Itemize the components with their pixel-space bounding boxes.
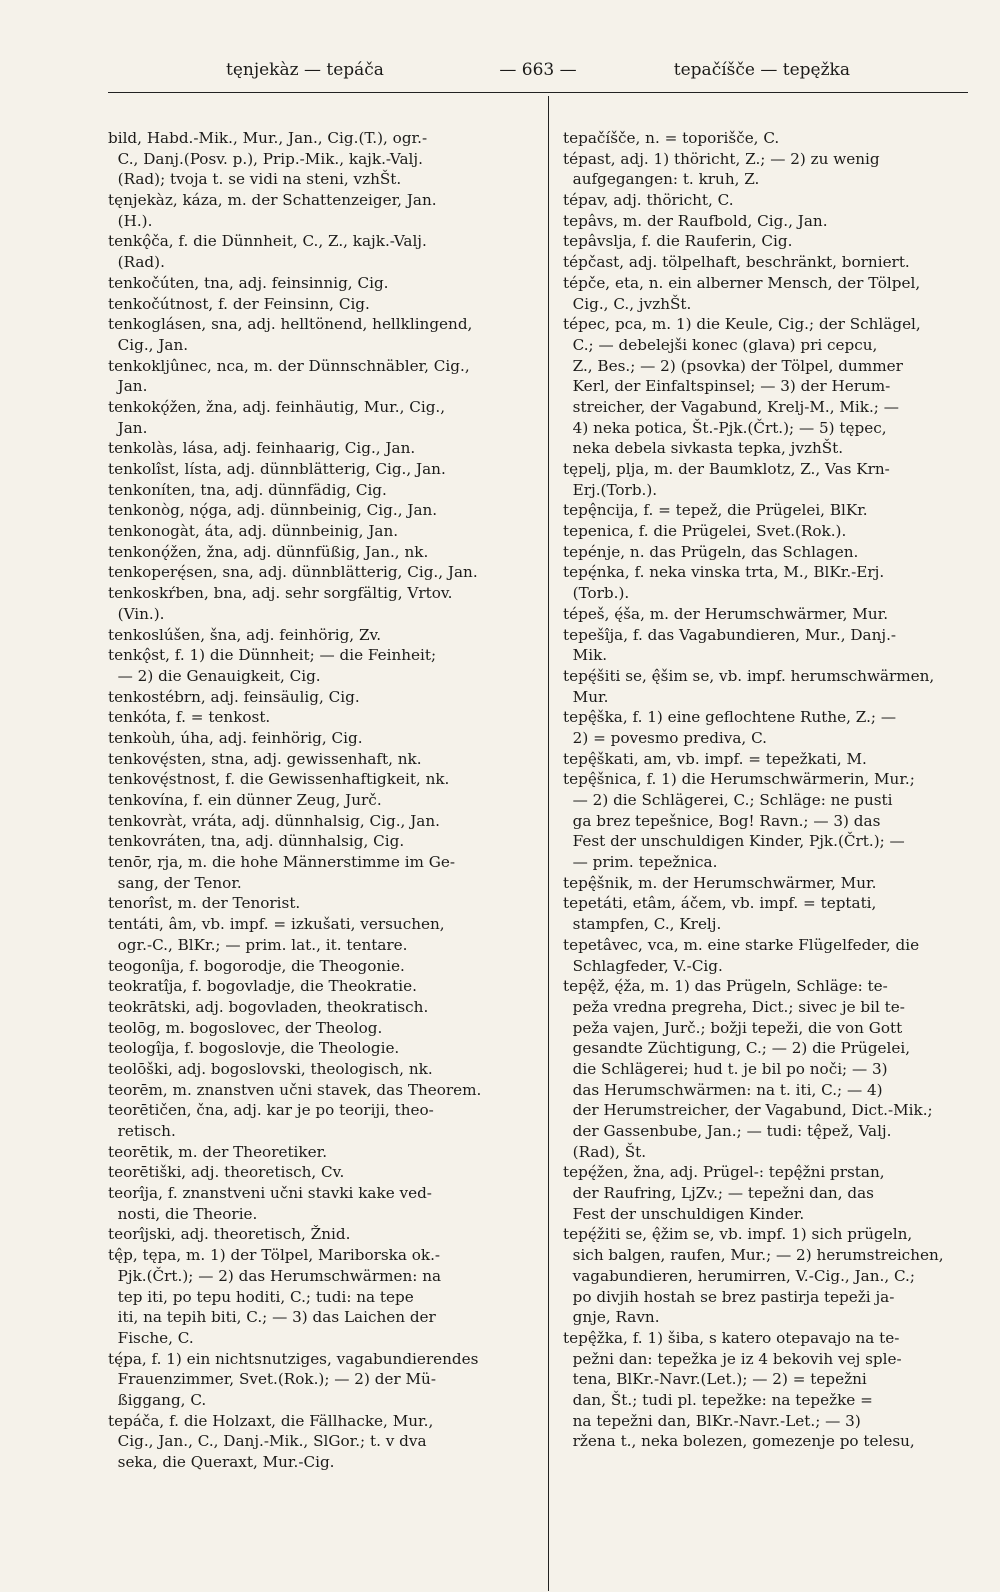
dictionary-line: (H.). — [108, 211, 153, 230]
dictionary-line: tepę̂ncija, f. = tepež, die Prügelei, BlKr. — [563, 501, 868, 520]
dictionary-line: tenkonǫ́žen, žna, adj. dünnfüßig, Jan., nk. — [108, 542, 429, 561]
dictionary-line: tenkolîst, lísta, adj. dünnblätterig, Cig., Jan. — [108, 460, 446, 478]
dictionary-line: tenkostébrn, adj. feinsäulig, Cig. — [108, 687, 360, 706]
dictionary-line: (Torb.). — [563, 584, 630, 603]
dictionary-line: teolōg, m. bogoslovec, der Theolog. — [108, 1018, 383, 1037]
dictionary-line: tenkovę́stnost, f. die Gewissenhaftigkeit, nk. — [108, 770, 450, 789]
dictionary-line: Jan. — [108, 377, 148, 396]
dictionary-line: Cig., C., jvzhŠt. — [563, 294, 692, 313]
dictionary-line: Fische, C. — [108, 1328, 194, 1347]
dictionary-line: sich balgen, raufen, Mur.; — 2) herumstreichen, — [563, 1246, 944, 1265]
dictionary-line: — 2) die Schlägerei, C.; Schläge: ne pusti — [563, 791, 893, 809]
dictionary-line: Fest der unschuldigen Kinder, Pjk.(Črt.); — — [563, 832, 905, 851]
dictionary-line: nosti, die Theorie. — [108, 1204, 258, 1223]
dictionary-line: teorētičen, čna, adj. kar je po teoriji, theo- — [108, 1101, 434, 1120]
dictionary-line: tenkonòg, nǫ́ga, adj. dünnbeinig, Cig., Jan. — [108, 501, 438, 520]
dictionary-line: tę̂p, tępa, m. 1) der Tölpel, Mariborska ok.- — [108, 1246, 441, 1265]
dictionary-line: tęnjekàz, káza, m. der Schattenzeiger, Jan. — [108, 191, 437, 210]
dictionary-line: tepę̂šnik, m. der Herumschwärmer, Mur. — [563, 873, 877, 892]
dictionary-line: (Rad); tvoja t. se vidi na steni, vzhŠt. — [108, 170, 402, 189]
dictionary-line: (Vin.). — [108, 604, 165, 623]
dictionary-line: 2) = povesmo prediva, C. — [563, 728, 767, 747]
dictionary-line: tenkovràt, vráta, adj. dünnhalsig, Cig., Jan. — [108, 811, 440, 830]
dictionary-line: tepę̂ška, f. 1) eine geflochtene Ruthe, Z.; — — [563, 708, 897, 727]
dictionary-line: der Gassenbube, Jan.; — tudi: tę̂pež, Valj. — [563, 1122, 892, 1140]
dictionary-line: tena, BlKr.-Navr.(Let.); — 2) = tepežni — [563, 1370, 867, 1389]
dictionary-line: C., Danj.(Posv. p.), Prip.-Mik., kajk.-Valj. — [108, 149, 423, 168]
dictionary-line: tepáča, f. die Holzaxt, die Fällhacke, Mur., — [108, 1411, 434, 1430]
dictionary-line: seka, die Queraxt, Mur.-Cig. — [108, 1453, 335, 1471]
dictionary-line: tenkolàs, lása, adj. feinhaarig, Cig., Jan. — [108, 439, 416, 458]
dictionary-line: tenkokǫ́žen, žna, adj. feinhäutig, Mur., Cig., — [108, 397, 446, 416]
dictionary-line: tenkǫ̂st, f. 1) die Dünnheit; — die Feinheit; — [108, 646, 437, 665]
dictionary-line: der Raufring, LjZv.; — tepežni dan, das — [563, 1184, 874, 1203]
dictionary-line: Mik. — [563, 646, 608, 665]
dictionary-line: tépec, pca, m. 1) die Keule, Cig.; der Schlägel, — [563, 315, 921, 334]
dictionary-line: 4) neka potica, Št.-Pjk.(Črt.); — 5) tępec, — [563, 418, 887, 437]
dictionary-line: peža vredna pregreha, Dict.; sivec je bil te- — [563, 997, 905, 1016]
dictionary-line: teorîjski, adj. theoretisch, Žnid. — [108, 1225, 351, 1244]
dictionary-line: teorētiški, adj. theoretisch, Cv. — [108, 1163, 345, 1182]
dictionary-line: Mur. — [563, 687, 609, 706]
dictionary-line: teokrātski, adj. bogovladen, theokratisch. — [108, 997, 429, 1016]
dictionary-line: (Rad). — [108, 253, 165, 272]
dictionary-line: tepenica, f. die Prügelei, Svet.(Rok.). — [563, 522, 847, 541]
dictionary-line: vagabundieren, herumirren, V.-Cig., Jan., C.; — [563, 1266, 916, 1285]
dictionary-line: ßiggang, C. — [108, 1390, 207, 1409]
dictionary-line: — prim. tepežnica. — [563, 853, 718, 872]
dictionary-line: tentáti, âm, vb. impf. = izkušati, versuchen, — [108, 915, 445, 934]
dictionary-line: — 2) die Genauigkeit, Cig. — [108, 666, 321, 685]
dictionary-line: tepâvs, m. der Raufbold, Cig., Jan. — [563, 211, 828, 230]
dictionary-line: Pjk.(Črt.); — 2) das Herumschwärmen: na — [108, 1266, 442, 1285]
dictionary-line: tenkočúten, tna, adj. feinsinnig, Cig. — [108, 273, 389, 292]
dictionary-line: Z., Bes.; — 2) (psovka) der Tölpel, dummer — [563, 356, 903, 375]
dictionary-line: Erj.(Torb.). — [563, 480, 658, 499]
dictionary-line: teogonîja, f. bogorodje, die Theogonie. — [108, 956, 405, 975]
dictionary-line: tenorîst, m. der Tenorist. — [108, 894, 301, 913]
dictionary-line: tépčast, adj. tölpelhaft, beschränkt, borniert. — [563, 253, 910, 272]
dictionary-line: tépče, eta, n. ein alberner Mensch, der Tölpel, — [563, 273, 921, 292]
dictionary-line: tepę̂ž, ę́ža, m. 1) das Prügeln, Schläge: te- — [563, 977, 888, 996]
dictionary-line: C.; — debelejši konec (glava) pri cepcu, — [563, 335, 878, 354]
dictionary-line: gnje, Ravn. — [563, 1308, 660, 1327]
dictionary-line: tepę̂šnica, f. 1) die Herumschwärmerin, Mur.; — [563, 770, 915, 789]
dictionary-line: neka debela sivkasta tepka, jvzhŠt. — [563, 439, 844, 458]
dictionary-line: tenkovína, f. ein dünner Zeug, Jurč. — [108, 791, 382, 809]
dictionary-line: iti, na tepih biti, C.; — 3) das Laichen der — [108, 1308, 436, 1327]
dictionary-line: retisch. — [108, 1122, 176, 1140]
dictionary-line: tépeš, ę́ša, m. der Herumschwärmer, Mur. — [563, 604, 889, 623]
dictionary-line: teokratîja, f. bogovladje, die Theokratie. — [108, 977, 417, 996]
dictionary-line: der Herumstreicher, der Vagabund, Dict.-Mik.; — [563, 1101, 933, 1120]
dictionary-line: tepešîja, f. das Vagabundieren, Mur., Danj.- — [563, 625, 897, 644]
dictionary-line: Kerl, der Einfaltspinsel; — 3) der Herum- — [563, 377, 891, 396]
dictionary-line: streicher, der Vagabund, Krelj-M., Mik.; — — [563, 397, 899, 416]
dictionary-line: po divjih hostah se brez pastirja tepeži ja- — [563, 1287, 895, 1306]
dictionary-line: na tepežni dan, BlKr.-Navr.-Let.; — 3) — [563, 1411, 861, 1430]
dictionary-line: Fest der unschuldigen Kinder. — [563, 1204, 805, 1223]
dictionary-line: tę́pa, f. 1) ein nichtsnutziges, vagabundierendes — [108, 1349, 479, 1368]
dictionary-line: tenkoníten, tna, adj. dünnfädig, Cig. — [108, 480, 387, 499]
dictionary-line: stampfen, C., Krelj. — [563, 915, 722, 934]
dictionary-line: tenkonogàt, áta, adj. dünnbeinig, Jan. — [108, 522, 399, 541]
dictionary-line: tenkočútnost, f. der Feinsinn, Cig. — [108, 294, 370, 313]
dictionary-line: Schlagfeder, V.-Cig. — [563, 956, 723, 975]
dictionary-line: teorîja, f. znanstveni učni stavki kake ved- — [108, 1184, 432, 1203]
dictionary-line: Jan. — [108, 418, 148, 437]
header-right-guideword: tepačíšče — tepęžka — [673, 60, 850, 80]
dictionary-line: tenkovráten, tna, adj. dünnhalsig, Cig. — [108, 832, 405, 851]
dictionary-line: tepačíšče, n. = toporišče, C. — [563, 129, 780, 147]
header-rule — [108, 92, 968, 93]
dictionary-line: das Herumschwärmen: na t. iti, C.; — 4) — [563, 1080, 883, 1099]
right-column — [563, 128, 977, 1452]
dictionary-line: ržena t., neka bolezen, gomezenje po telesu, — [563, 1432, 915, 1451]
dictionary-line: tępelj, plja, m. der Baumklotz, Z., Vas Krn- — [563, 460, 890, 478]
dictionary-line: (Rad), Št. — [563, 1142, 647, 1161]
dictionary-line: tepę̂škati, am, vb. impf. = tepežkati, M. — [563, 749, 867, 768]
dictionary-line: ga brez tepešnice, Bog! Ravn.; — 3) das — [563, 811, 881, 830]
left-column — [108, 128, 522, 1473]
header-left-guideword: tęnjekàz — tepáča — [226, 60, 384, 80]
page-header — [108, 60, 968, 86]
dictionary-line: tenkóta, f. = tenkost. — [108, 708, 271, 727]
dictionary-line: tepénje, n. das Prügeln, das Schlagen. — [563, 542, 859, 561]
dictionary-line: tepetáti, etâm, áčem, vb. impf. = teptati, — [563, 894, 877, 913]
dictionary-line: tenkǫ̂ča, f. die Dünnheit, C., Z., kajk.-Valj. — [108, 232, 427, 251]
dictionary-line: tepę́žen, žna, adj. Prügel-: tepę̂žni prstan, — [563, 1163, 885, 1182]
dictionary-line: teorēm, m. znanstven učni stavek, das Theorem. — [108, 1080, 482, 1099]
dictionary-line: ogr.-C., BlKr.; — prim. lat., it. tentare. — [108, 935, 408, 954]
dictionary-line: tepę́šiti se, ę̂šim se, vb. impf. herumschwärmen, — [563, 666, 935, 685]
dictionary-line: tepetâvec, vca, m. eine starke Flügelfeder, die — [563, 935, 920, 954]
dictionary-line: tenkoùh, úha, adj. feinhörig, Cig. — [108, 728, 363, 747]
dictionary-line: teolōški, adj. bogoslovski, theologisch, nk. — [108, 1059, 433, 1078]
dictionary-line: tepę́žiti se, ę̂žim se, vb. impf. 1) sich prügeln, — [563, 1225, 913, 1244]
dictionary-line: bild, Habd.-Mik., Mur., Jan., Cig.(T.), ogr.- — [108, 129, 428, 147]
dictionary-line: tépast, adj. 1) thöricht, Z.; — 2) zu wenig — [563, 149, 880, 168]
column-divider — [548, 96, 549, 1591]
dictionary-line: tenōr, rja, m. die hohe Männerstimme im Ge- — [108, 853, 456, 872]
dictionary-line: gesandte Züchtigung, C.; — 2) die Prügelei, — [563, 1039, 911, 1058]
dictionary-line: tenkoslúšen, šna, adj. feinhörig, Zv. — [108, 625, 382, 644]
dictionary-line: tepę̂žka, f. 1) šiba, s katero otepavajo na te- — [563, 1328, 900, 1347]
dictionary-line: aufgegangen: t. kruh, Z. — [563, 170, 760, 189]
dictionary-line: tenkoglásen, sna, adj. helltönend, hellklingend, — [108, 315, 473, 334]
dictionary-line: tenkokljûnec, nca, m. der Dünnschnäbler, Cig., — [108, 356, 470, 375]
dictionary-line: Cig., Jan., C., Danj.-Mik., SlGor.; t. v dva — [108, 1432, 427, 1451]
dictionary-line: tépav, adj. thöricht, C. — [563, 191, 734, 210]
dictionary-line: dan, Št.; tudi pl. tepežke: na tepežke = — [563, 1390, 873, 1409]
dictionary-line: tepę́nka, f. neka vinska trta, M., BlKr.-Erj. — [563, 563, 885, 582]
dictionary-line: teologîja, f. bogoslovje, die Theologie. — [108, 1039, 400, 1058]
dictionary-line: peža vajen, Jurč.; božji tepeži, die von Gott — [563, 1018, 903, 1037]
dictionary-line: Frauenzimmer, Svet.(Rok.); — 2) der Mü- — [108, 1370, 436, 1389]
dictionary-line: tenkoperę́sen, sna, adj. dünnblätterig, Cig., Jan. — [108, 563, 478, 582]
dictionary-line: Cig., Jan. — [108, 335, 189, 354]
dictionary-line: tenkoskŕben, bna, adj. sehr sorgfältig, Vrtov. — [108, 584, 453, 603]
dictionary-line: tepâvslja, f. die Rauferin, Cig. — [563, 232, 793, 251]
dictionary-line: pežni dan: tepežka je iz 4 bekovih vej sple- — [563, 1349, 902, 1368]
page-number: — 663 — — [499, 60, 577, 80]
dictionary-line: tep iti, po tepu hoditi, C.; tudi: na tepe — [108, 1287, 414, 1306]
dictionary-line: teorētik, m. der Theoretiker. — [108, 1142, 328, 1161]
dictionary-line: die Schlägerei; hud t. je bil po noči; — 3) — [563, 1059, 888, 1078]
dictionary-line: sang, der Tenor. — [108, 873, 242, 892]
dictionary-line: tenkovę́sten, stna, adj. gewissenhaft, nk. — [108, 749, 422, 768]
